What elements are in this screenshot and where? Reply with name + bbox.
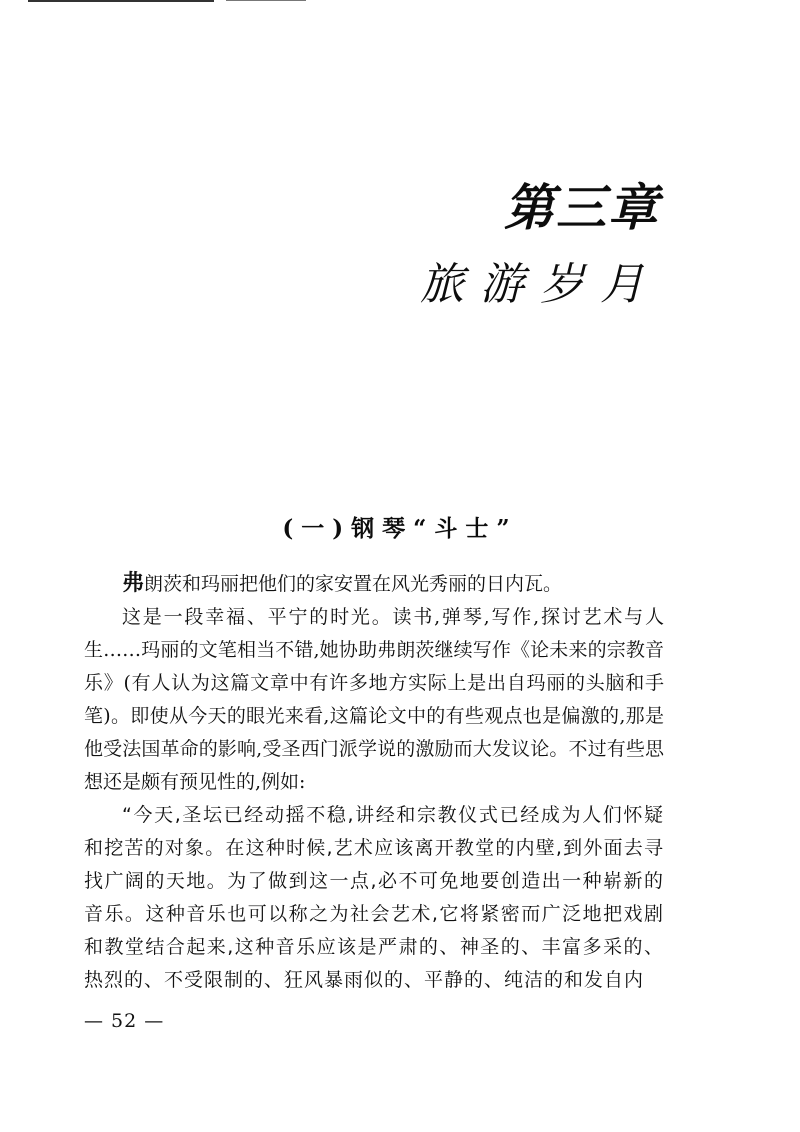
- quotation-paragraph: “今天,圣坛已经动摇不稳,讲经和宗教仪式已经成为人们怀疑和挖苦的对象。在这种时候,艺术应该离开教堂的内壁,到外面去寻找广阔的天地。为了做到这一点,必不可免地要创造出一种崭新的音乐。这种音乐也可以称之为社会艺术,它将紧密而广泛地把戏剧和教堂结合起来,这种音乐应该是严肃的、神圣的、丰富多采的、热烈的、不受限制的、狂风暴雨似的、平静的、纯洁的和发自内: [84, 804, 664, 991]
- chapter-number: 第三章: [504, 179, 660, 237]
- top-rule: [28, 0, 214, 2]
- paragraph-1-text: 朗茨和玛丽把他们的家安置在风光秀丽的日内瓦。: [144, 573, 563, 595]
- section-heading: (一)钢琴“斗士”: [282, 515, 518, 542]
- top-rule-secondary: [226, 0, 306, 1]
- paragraph-1: [84, 567, 664, 601]
- chapter-title: 旅游岁月: [420, 259, 660, 310]
- drop-cap: 弗: [122, 570, 145, 596]
- page-number: — 52 —: [84, 1010, 165, 1032]
- body-text: [84, 567, 664, 997]
- paragraph-2: 这是一段幸福、平宁的时光。读书,弹琴,写作,探讨艺术与人生……玛丽的文笔相当不错,她协助弗朗茨继续写作《论未来的宗教音乐》(有人认为这篇文章中有许多地方实际上是出自玛丽的头脑和手笔)。即使从今天的眼光来看,这篇论文中的有些观点也是偏激的,那是他受法国革命的影响,受圣西门派学说的激励而大发议论。不过有些思想还是颇有预见性的,例如:: [84, 606, 664, 793]
